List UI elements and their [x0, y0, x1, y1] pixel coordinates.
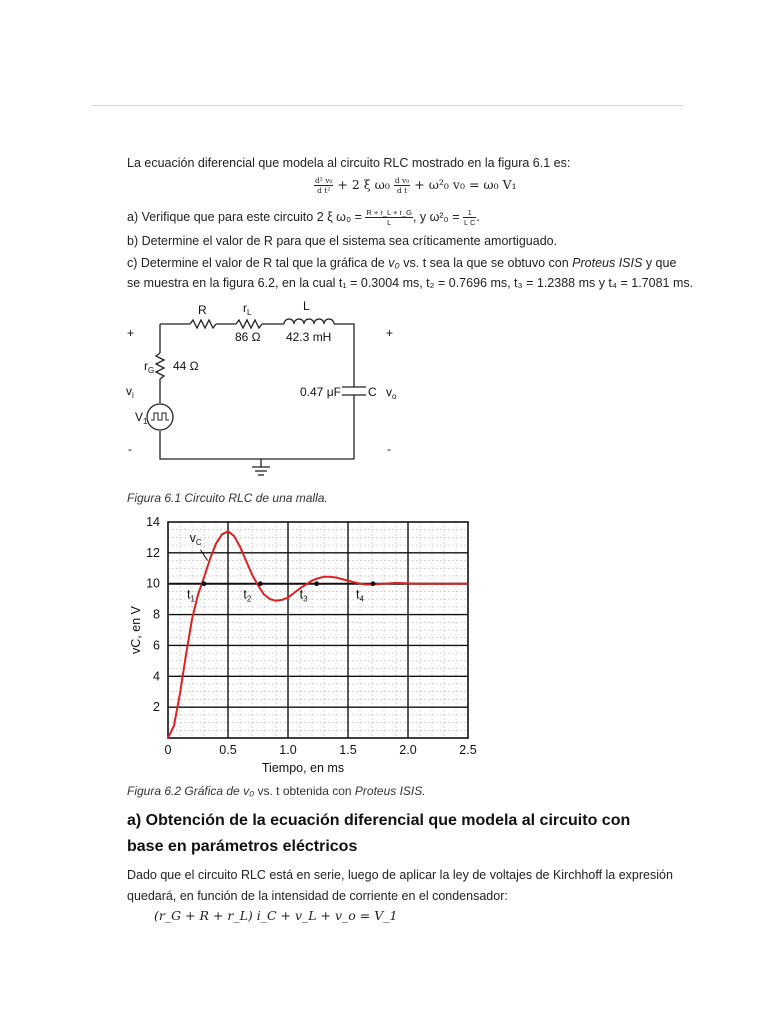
item-c-line1: c) Determine el valor de R tal que la gráfica de v₀ vs. t sea la que se obtuvo con Proteus ISIS y que [127, 256, 677, 270]
square-wave-icon [151, 413, 169, 420]
first-derivative-fraction: $\frac{\text{d v₀}}{\text{d t}}$ [394, 176, 410, 195]
x-tick-label: 2.0 [399, 743, 417, 757]
y-tick-label: 4 [153, 669, 160, 684]
label-r: R [198, 303, 207, 317]
source-v1 [147, 404, 173, 430]
value-rg: 44 Ω [173, 359, 199, 373]
second-derivative-fraction: $\frac{\text{d² v₀}}{\text{d t²}}$ [315, 176, 333, 195]
output-plus: + [386, 326, 394, 340]
item-b: b) Determine el valor de R para que el sistema sea críticamente amortiguado. [127, 234, 558, 248]
x-tick-label: 1.0 [279, 743, 297, 757]
label-vi: $v_i$ [126, 384, 134, 400]
item-a: a) Verifique que para este circuito 2 ξ ω₀ = $\frac{R + r\_L + r\_G}{L}$ , y ω²₀ = $\frac{1}{\text{L C}}$ . [127, 208, 480, 228]
y-tick-label: 8 [153, 607, 160, 622]
paragraph-line1: Dado que el circuito RLC está en serie, luego de aplicar la ley de voltajes de Kirchhoff la expresión [127, 868, 673, 882]
x-tick-label: 2.5 [459, 743, 477, 757]
annotation-t4: $t_4$ [355, 587, 364, 604]
paragraph-line2: quedará, en función de la intensidad de corriente en el condensador: [127, 889, 508, 903]
eq-term-2: + 2 ξ ω₀ [337, 177, 390, 192]
section-heading-line1: a) Obtención de la ecuación diferencial que modela al circuito con [127, 812, 631, 829]
y-tick-label: 2 [153, 700, 160, 715]
natural-frequency-fraction: $\frac{1}{\text{L C}}$ [464, 208, 476, 228]
y-tick-label: 12 [146, 545, 160, 560]
figure-6-2-caption: Figura 6.2 Gráfica de v₀ vs. t obtenida con Proteus ISIS. [127, 784, 426, 798]
resistor-rl [236, 320, 262, 328]
x-tick-label: 0.5 [219, 743, 237, 757]
top-divider [91, 105, 683, 106]
crossing-point-t4 [371, 581, 376, 586]
label-c: C [368, 385, 377, 399]
eq-term-3: + ω²₀ v₀ = ω₀ V₁ [414, 177, 517, 192]
crossing-point-t3 [314, 581, 319, 586]
x-tick-label: 0 [164, 743, 172, 757]
item-c-line2: se muestra en la figura 6.2, en la cual t₁ = 0.3004 ms, t₂ = 0.7696 ms, t₃ = 1.2388 ms y t₄ = 1.7081 ms. [127, 276, 694, 290]
section-heading-line2: base en parámetros eléctricos [127, 838, 358, 855]
resistor-r [190, 320, 216, 328]
label-rl: $r_L$ [243, 301, 252, 317]
vc-response-chart [118, 510, 488, 780]
label-vo: $v_o$ [386, 385, 397, 401]
resistor-rg [156, 353, 164, 379]
intro-text: La ecuación diferencial que modela al circuito RLC mostrado en la figura 6.1 es: [127, 156, 571, 170]
y-axis-label: vC, en V [129, 606, 143, 654]
annotation-vC: $v_C$ [189, 531, 202, 548]
annotation-t2: $t_2$ [243, 587, 252, 604]
inductor-l [284, 319, 334, 324]
crossing-point-t1 [202, 581, 207, 586]
annotation-t3: $t_3$ [299, 587, 308, 604]
input-minus: - [128, 442, 132, 456]
label-l: L [303, 299, 310, 313]
input-plus: + [127, 326, 135, 340]
value-c: 0.47 μF [300, 385, 341, 399]
kvl-equation: (r_G + R + r_L) i_C + v_L + v_o = V_1 [154, 908, 398, 923]
value-l: 42.3 mH [286, 330, 332, 344]
annotation-t1: $t_1$ [187, 587, 195, 604]
figure-6-1-caption: Figura 6.1 Circuito RLC de una malla. [127, 491, 328, 505]
label-v1: $V_1$ [135, 410, 148, 426]
y-tick-label: 6 [153, 638, 160, 653]
label-rg: $r_G$ [144, 359, 155, 375]
y-tick-label: 10 [146, 576, 160, 591]
x-axis-label: Tiempo, en ms [261, 761, 345, 775]
rlc-circuit-diagram [118, 297, 404, 483]
main-equation [314, 176, 517, 195]
output-minus: - [387, 442, 391, 456]
crossing-point-t2 [258, 581, 263, 586]
damping-fraction: $\frac{R + r\_L + r\_G}{L}$ [366, 208, 412, 228]
value-rl: 86 Ω [235, 330, 261, 344]
y-tick-label: 14 [146, 515, 160, 529]
x-tick-label: 1.5 [339, 743, 357, 757]
